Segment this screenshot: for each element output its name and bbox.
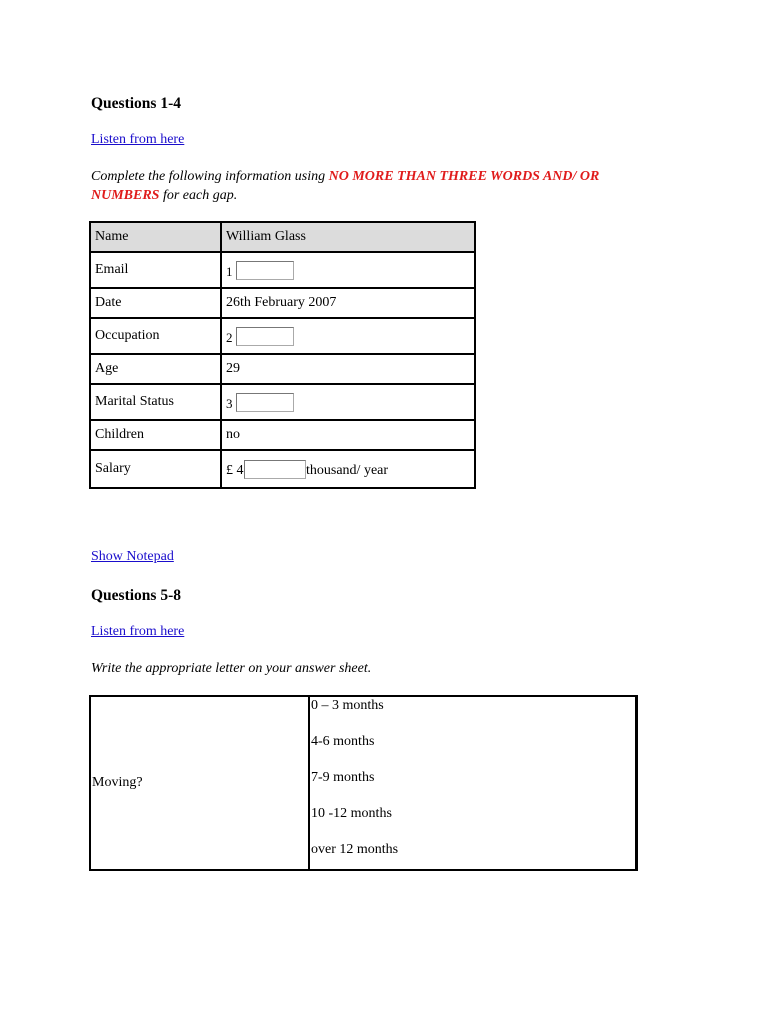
- table-row: [90, 288, 475, 318]
- show-notepad-link[interactable]: Show Notepad: [91, 549, 174, 564]
- row-label: Name: [90, 222, 221, 252]
- row-label: Marital Status: [90, 384, 221, 420]
- currency-prefix: £: [226, 463, 237, 478]
- listen-from-here-link-2[interactable]: Listen from here: [91, 624, 185, 639]
- table-row: [90, 222, 475, 252]
- table-row: [90, 318, 475, 354]
- row-value: [221, 450, 475, 488]
- salary-suffix: thousand/ year: [306, 463, 389, 478]
- row-label: Occupation: [90, 318, 221, 354]
- row-value: William Glass: [221, 222, 475, 252]
- table-row: [90, 696, 637, 870]
- question-number: 4: [236, 463, 244, 478]
- question-number: 1: [226, 263, 233, 279]
- answer-4-input[interactable]: [244, 460, 306, 479]
- moving-table: [89, 695, 638, 871]
- moving-label: Moving?: [90, 696, 309, 870]
- question-number: 2: [226, 329, 233, 345]
- row-value: [221, 252, 475, 288]
- answer-2-input[interactable]: [236, 327, 294, 346]
- row-label: Children: [90, 420, 221, 450]
- row-value: no: [221, 420, 475, 450]
- answer-3-input[interactable]: [236, 393, 294, 412]
- row-value: [221, 318, 475, 354]
- table-row: [90, 354, 475, 384]
- question-number: 3: [226, 395, 233, 411]
- instruction-2: Write the appropriate letter on your answer sheet.: [91, 661, 372, 676]
- listen-from-here-link-1[interactable]: Listen from here: [91, 132, 185, 147]
- row-label: Age: [90, 354, 221, 384]
- row-value: [221, 384, 475, 420]
- option-item: over 12 months: [311, 842, 399, 857]
- moving-options: [309, 696, 637, 870]
- table-row: [90, 420, 475, 450]
- row-label: Salary: [90, 450, 221, 488]
- questions-5-8-heading: Questions 5-8: [91, 587, 181, 604]
- row-value: 26th February 2007: [221, 288, 475, 318]
- instruction-suffix: for each gap.: [159, 188, 238, 203]
- instruction-prefix: Complete the following information using: [91, 169, 329, 184]
- row-value: 29: [221, 354, 475, 384]
- option-item: 10 -12 months: [311, 806, 392, 821]
- questions-1-4-heading: Questions 1-4: [91, 95, 181, 112]
- info-form-table: [89, 221, 476, 489]
- instruction-emphasis: NO MORE THAN THREE WORDS AND/ OR NUMBERS: [91, 169, 600, 203]
- table-row: [90, 384, 475, 420]
- answer-1-input[interactable]: [236, 261, 294, 280]
- option-item: 0 – 3 months: [311, 698, 384, 713]
- instruction-1: [91, 167, 651, 205]
- option-item: 7-9 months: [311, 770, 375, 785]
- option-item: 4-6 months: [311, 734, 375, 749]
- table-row: [90, 252, 475, 288]
- table-row: [90, 450, 475, 488]
- row-label: Date: [90, 288, 221, 318]
- row-label: Email: [90, 252, 221, 288]
